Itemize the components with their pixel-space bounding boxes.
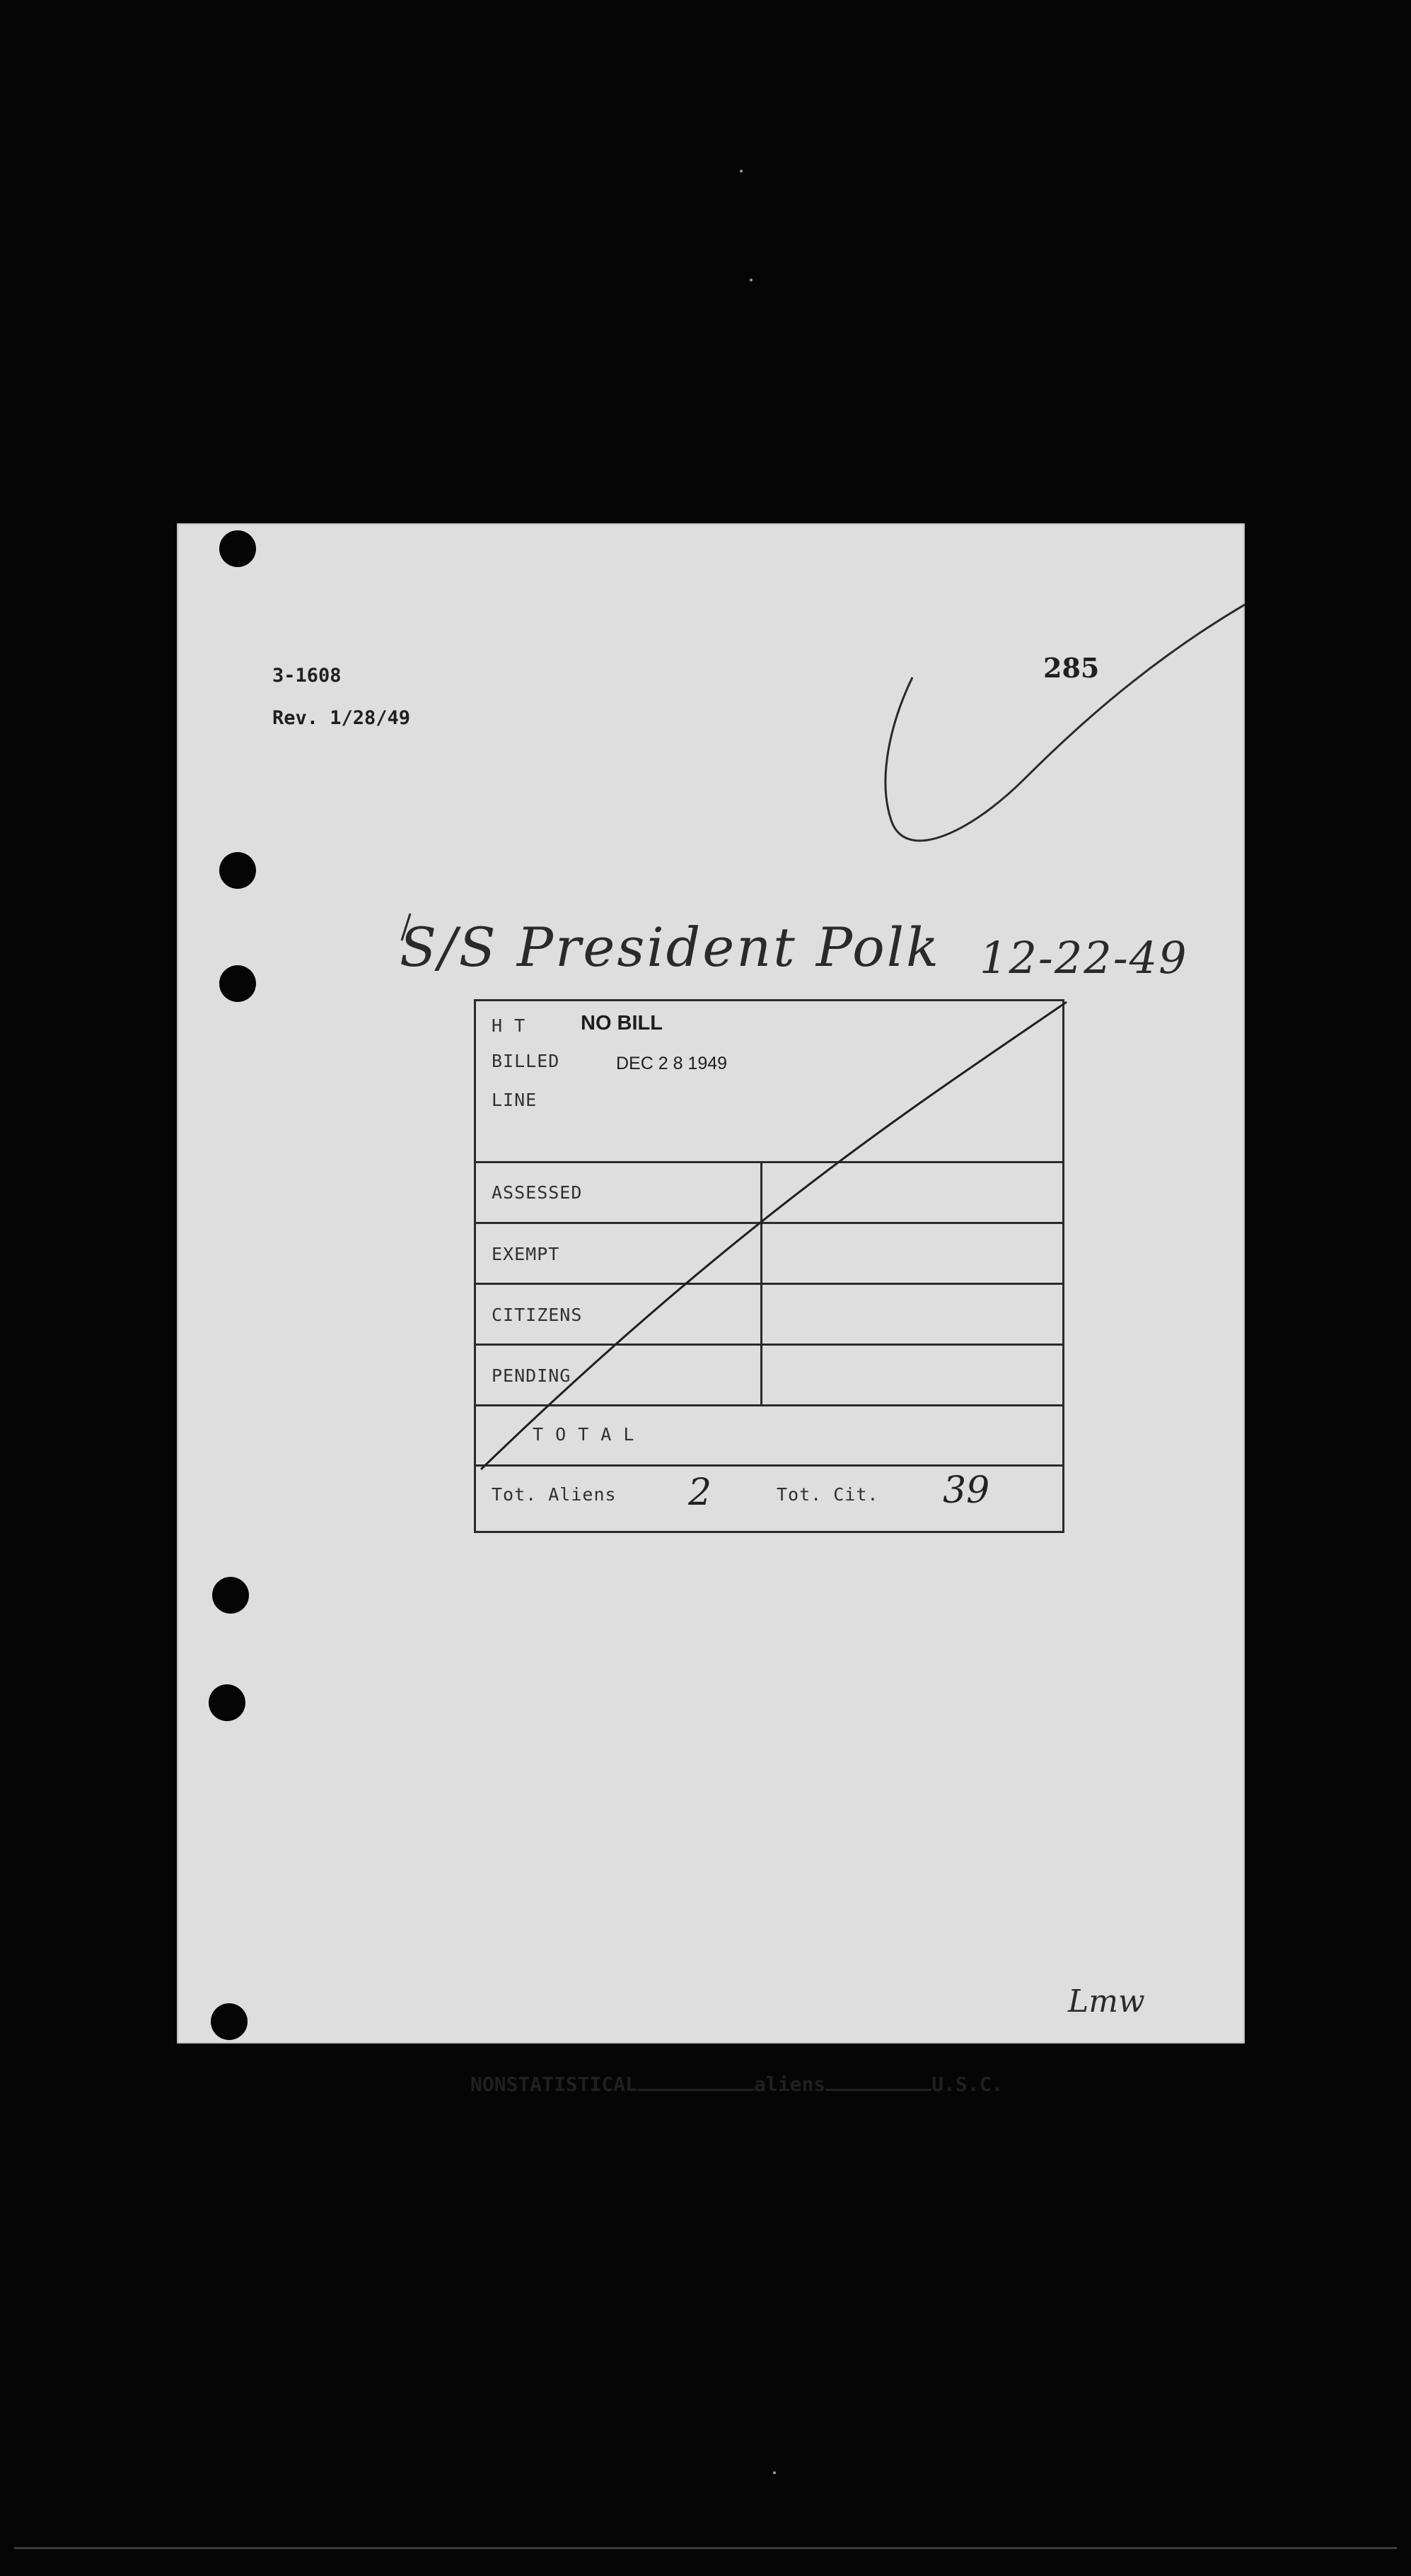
tot-aliens-value: 2 (688, 1471, 712, 1514)
total-label: T O T A L (533, 1424, 635, 1445)
no-bill-stamp: NO BILL (581, 1012, 663, 1035)
usc-label: U.S.C. (931, 2073, 1004, 2096)
form-number: 3-1608 (272, 665, 342, 687)
dust-speck (740, 170, 743, 173)
dust-speck (773, 2471, 776, 2474)
clerk-initials: Lmw (1068, 1983, 1145, 2020)
film-edge-line (14, 2547, 1397, 2549)
arrival-date: 12-22-49 (980, 932, 1188, 984)
cancel-line (481, 1002, 1067, 1469)
citizens-label: CITIZENS (492, 1305, 583, 1325)
document-page (177, 523, 1245, 2096)
exempt-label: EXEMPT (492, 1244, 560, 1264)
page-number: 285 (1043, 652, 1100, 684)
nonstatistical-line (470, 2070, 1003, 2096)
ht-label: H T (492, 1015, 526, 1036)
tot-aliens-label: Tot. Aliens (492, 1484, 617, 1505)
check-mark (885, 605, 1245, 841)
dust-speck (750, 279, 753, 281)
usc-blank (825, 2070, 931, 2091)
vessel-name: S/S President Polk (400, 916, 941, 979)
billed-label: BILLED (492, 1051, 560, 1071)
aliens-blank (637, 2070, 754, 2091)
nonstatistical-label: NONSTATISTICAL (470, 2073, 638, 2096)
billed-date-stamp: DEC 2 8 1949 (616, 1054, 728, 1073)
tot-cit-value: 39 (943, 1469, 990, 1512)
tot-cit-label: Tot. Cit. (777, 1484, 879, 1505)
pen-marks (177, 523, 1245, 2044)
assessed-label: ASSESSED (492, 1182, 583, 1203)
line-label: LINE (492, 1090, 538, 1110)
slash-mark (402, 914, 410, 940)
pending-label: PENDING (492, 1365, 571, 1386)
aliens-label: aliens (754, 2073, 826, 2096)
form-revision: Rev. 1/28/49 (272, 707, 411, 729)
